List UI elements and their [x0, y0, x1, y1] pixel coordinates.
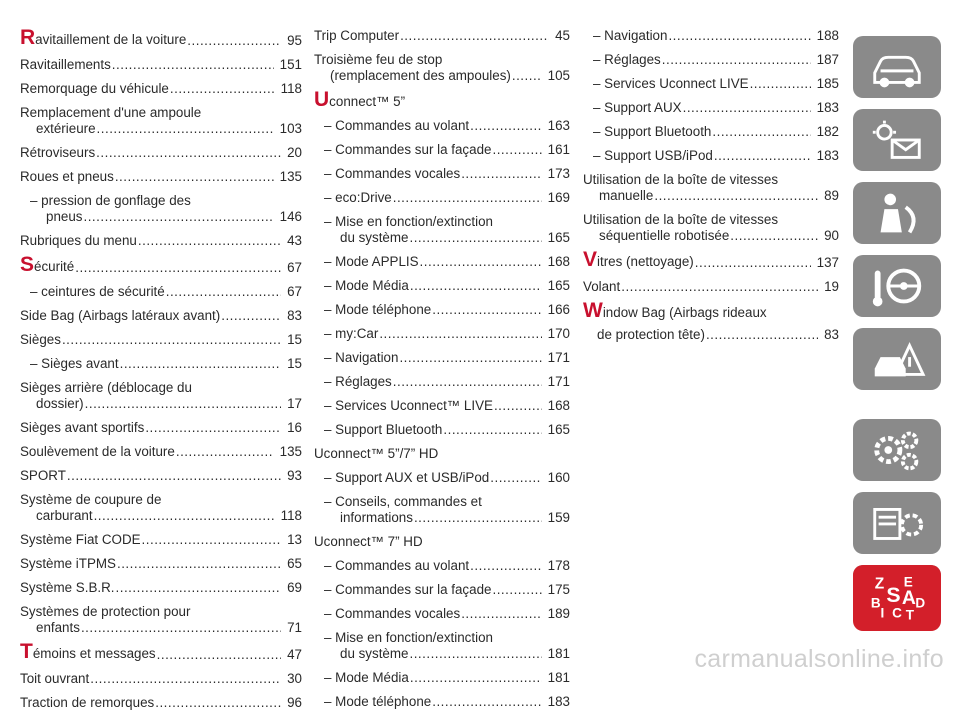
- index-entry[interactable]: [314, 422, 570, 438]
- leader-dots: [141, 532, 282, 548]
- entry-label: – Commandes au volant: [324, 118, 470, 133]
- index-letter: D: [915, 595, 926, 611]
- entry-label-cont: enfants: [36, 620, 80, 635]
- page-number[interactable]: 182: [816, 124, 839, 139]
- index-entry[interactable]: [583, 299, 839, 343]
- entry-label: – Mise en fonction/extinction: [324, 630, 493, 645]
- index-entry[interactable]: [314, 582, 570, 598]
- page-number[interactable]: 93: [287, 468, 302, 483]
- index-entry[interactable]: [583, 100, 839, 116]
- index-entry[interactable]: [314, 398, 570, 414]
- index-entry[interactable]: [314, 558, 570, 574]
- page-number[interactable]: 71: [287, 620, 302, 635]
- entry-label-cont: carburant: [36, 508, 93, 523]
- chapter-tab[interactable]: [853, 565, 941, 631]
- index-entry[interactable]: [314, 28, 570, 44]
- index-entry[interactable]: [20, 57, 302, 73]
- entry-continuation: [20, 620, 302, 636]
- index-entry[interactable]: [20, 695, 302, 711]
- index-entry[interactable]: [314, 302, 570, 318]
- page-number[interactable]: 15: [287, 356, 302, 371]
- leader-dots: [711, 124, 810, 140]
- leader-dots: [469, 118, 542, 134]
- page-number[interactable]: 183: [547, 694, 570, 709]
- entry-label-cont: (remplacement des ampoules): [330, 68, 511, 83]
- leader-dots: [156, 647, 281, 663]
- leader-dots: [80, 620, 281, 636]
- entry-label: Sièges avant sportifs: [20, 420, 145, 435]
- leader-dots: [115, 580, 282, 596]
- entry-label: Volant: [583, 279, 621, 294]
- page-number[interactable]: 173: [547, 166, 570, 181]
- index-entry[interactable]: [20, 640, 302, 663]
- entry-label: Ravitaillements: [20, 57, 111, 72]
- page-number[interactable]: 161: [547, 142, 570, 157]
- leader-dots: [111, 57, 274, 73]
- page-number[interactable]: 83: [824, 327, 839, 342]
- entry-label: Trip Computer: [314, 28, 400, 43]
- leader-dots: [409, 278, 542, 294]
- entry-label: Toit ouvrant: [20, 671, 90, 686]
- leader-dots: [169, 81, 275, 97]
- page-number[interactable]: 83: [287, 308, 302, 323]
- section-letter: U: [314, 88, 330, 111]
- entry-label: – Commandes sur la façade: [324, 582, 492, 597]
- leader-dots: [749, 76, 811, 92]
- chapter-tab[interactable]: [853, 182, 941, 244]
- leader-dots: [175, 444, 274, 460]
- leader-dots: [89, 671, 281, 687]
- page-number[interactable]: 19: [824, 279, 839, 294]
- entry-label-cont: de protection tête): [597, 327, 705, 342]
- technical-data-icon: [867, 499, 927, 547]
- entry-label-cont: du système: [340, 230, 409, 245]
- index-entry[interactable]: [583, 76, 839, 92]
- entry-label: – my:Car: [324, 326, 379, 341]
- leader-dots: [469, 558, 542, 574]
- index-entry[interactable]: [314, 630, 570, 662]
- page-number[interactable]: 67: [287, 260, 302, 275]
- index-entry[interactable]: [314, 606, 570, 622]
- entry-label: Window Bag (Airbags rideaux: [583, 299, 767, 322]
- entry-label: Sécurité: [20, 253, 75, 276]
- entry-label-cont: manuelle: [599, 188, 654, 203]
- leader-dots: [491, 142, 541, 158]
- leader-dots: [61, 332, 281, 348]
- entry-label: – Support AUX: [593, 100, 682, 115]
- page-number[interactable]: 183: [816, 100, 839, 115]
- index-group-heading: Uconnect™ 7” HD: [314, 534, 423, 549]
- page-number[interactable]: 165: [547, 230, 570, 245]
- index-entry[interactable]: [314, 254, 570, 270]
- entry-label: Sièges: [20, 332, 61, 347]
- page-number[interactable]: 13: [287, 532, 302, 547]
- entry-label: Rétroviseurs: [20, 145, 96, 160]
- entry-label: – Support AUX et USB/iPod: [324, 470, 490, 485]
- steering-wheel-icon: [867, 262, 927, 310]
- entry-label: – ceintures de sécurité: [30, 284, 165, 299]
- leader-dots: [460, 166, 541, 182]
- index-icon: [867, 574, 927, 622]
- leader-dots: [713, 148, 811, 164]
- index-entry[interactable]: [583, 212, 839, 244]
- entry-label: – Navigation: [324, 350, 399, 365]
- page-number[interactable]: 181: [547, 646, 570, 661]
- page-number[interactable]: 118: [280, 508, 302, 523]
- section-letter: T: [20, 640, 33, 663]
- leader-dots: [392, 374, 542, 390]
- entry-label: – Mise en fonction/extinction: [324, 214, 493, 229]
- entry-continuation: [583, 327, 839, 343]
- index-entry[interactable]: [20, 556, 302, 572]
- entry-label: – Support Bluetooth: [324, 422, 443, 437]
- page-number[interactable]: 175: [547, 582, 570, 597]
- index-entry[interactable]: [314, 166, 570, 182]
- index-letter: Z: [874, 575, 885, 593]
- entry-label: – Commandes vocales: [324, 606, 461, 621]
- leader-dots: [392, 190, 542, 206]
- leader-dots: [493, 398, 542, 414]
- dashboard-lights-icon: [867, 116, 927, 164]
- leader-dots: [74, 260, 281, 276]
- entry-label: – Support USB/iPod: [593, 148, 713, 163]
- index-entry[interactable]: [20, 308, 302, 324]
- entry-label-cont: dossier): [36, 396, 84, 411]
- index-entry[interactable]: [583, 124, 839, 140]
- entry-label: Système de coupure de: [20, 492, 162, 507]
- entry-label: – Services Uconnect LIVE: [593, 76, 749, 91]
- page-number[interactable]: 168: [547, 398, 570, 413]
- entry-label: Side Bag (Airbags latéraux avant): [20, 308, 221, 323]
- entry-label: – Mode Média: [324, 670, 409, 685]
- entry-label: Ravitaillement de la voiture: [20, 26, 187, 49]
- entry-label: – Mode téléphone: [324, 694, 432, 709]
- leader-dots: [413, 510, 542, 526]
- leader-dots: [667, 28, 810, 44]
- page-number[interactable]: 151: [279, 57, 302, 72]
- entry-label: Système iTPMS: [20, 556, 116, 571]
- index-entry[interactable]: [20, 105, 302, 137]
- entry-label: Vitres (nettoyage): [583, 248, 694, 271]
- index-entry[interactable]: [583, 52, 839, 68]
- index-entry[interactable]: [314, 190, 570, 206]
- leader-dots: [399, 28, 549, 44]
- entry-label: – Navigation: [593, 28, 668, 43]
- leader-dots: [154, 695, 281, 711]
- index-entry[interactable]: [583, 148, 839, 164]
- index-entry[interactable]: [314, 350, 570, 366]
- page-number[interactable]: 166: [547, 302, 570, 317]
- entry-label: – Réglages: [324, 374, 392, 389]
- entry-label: Troisième feu de stop: [314, 52, 443, 67]
- entry-continuation: [30, 209, 302, 225]
- page-number[interactable]: 163: [547, 118, 570, 133]
- index-entry[interactable]: [583, 172, 839, 204]
- entry-label: Témoins et messages: [20, 640, 156, 663]
- index-entry[interactable]: [314, 694, 570, 710]
- page-number[interactable]: 67: [287, 284, 302, 299]
- entry-label: Systèmes de protection pour: [20, 604, 191, 619]
- index-entry[interactable]: [20, 380, 302, 412]
- leader-dots: [653, 188, 818, 204]
- leader-dots: [408, 646, 541, 662]
- entry-label-cont: informations: [340, 510, 413, 525]
- page-number[interactable]: 169: [547, 190, 570, 205]
- index-column-1: [20, 28, 302, 719]
- leader-dots: [460, 606, 541, 622]
- index-entry[interactable]: [20, 492, 302, 524]
- entry-continuation: [583, 188, 839, 204]
- index-letter: S: [886, 582, 901, 607]
- entry-continuation: [583, 228, 839, 244]
- index-group-heading: Uconnect™ 5”/7” HD: [314, 446, 439, 461]
- entry-label: – Commandes au volant: [324, 558, 470, 573]
- leader-dots: [114, 169, 274, 185]
- entry-label: Rubriques du menu: [20, 233, 137, 248]
- leader-dots: [694, 255, 811, 271]
- page-number[interactable]: 17: [287, 396, 302, 411]
- index-entry[interactable]: [314, 670, 570, 686]
- index-entry[interactable]: [20, 193, 302, 225]
- leader-dots: [82, 209, 273, 225]
- index-entry[interactable]: [314, 52, 570, 84]
- leader-dots: [398, 350, 541, 366]
- page-number[interactable]: 105: [547, 68, 570, 83]
- entry-label: – Mode Média: [324, 278, 409, 293]
- entry-label: – pression de gonflage des: [30, 193, 191, 208]
- leader-dots: [137, 233, 281, 249]
- leader-dots: [511, 68, 542, 84]
- safety-icon: [867, 189, 927, 237]
- page-number[interactable]: 165: [547, 278, 570, 293]
- section-letter: S: [20, 253, 35, 276]
- chapter-tab[interactable]: [853, 36, 941, 98]
- index-entry[interactable]: [20, 81, 302, 97]
- leader-dots: [489, 470, 541, 486]
- index-entry[interactable]: [20, 233, 302, 249]
- entry-label-cont: du système: [340, 646, 409, 661]
- page-number[interactable]: 135: [279, 444, 302, 459]
- maintenance-icon: [867, 426, 927, 474]
- entry-continuation: [20, 121, 302, 137]
- page-number[interactable]: 30: [287, 671, 302, 686]
- leader-dots: [165, 284, 281, 300]
- leader-dots: [419, 254, 542, 270]
- page-number[interactable]: 45: [555, 28, 570, 43]
- page-number[interactable]: 181: [547, 670, 570, 685]
- index-entry[interactable]: [20, 253, 302, 276]
- index-entry[interactable]: [20, 356, 302, 372]
- entry-label: – Services Uconnect™ LIVE: [324, 398, 493, 413]
- index-entry[interactable]: [314, 374, 570, 390]
- page-number[interactable]: 96: [287, 695, 302, 710]
- index-entry[interactable]: [314, 494, 570, 526]
- page-number[interactable]: 103: [279, 121, 302, 136]
- index-entry[interactable]: [20, 145, 302, 161]
- section-heading: Uconnect™ 5”: [314, 88, 406, 111]
- index-entry[interactable]: [583, 28, 839, 44]
- page-number[interactable]: 137: [816, 255, 839, 270]
- leader-dots: [378, 326, 541, 342]
- leader-dots: [431, 302, 541, 318]
- index-entry[interactable]: [583, 248, 839, 271]
- entry-label: Remplacement d'une ampoule: [20, 105, 202, 120]
- index-entry[interactable]: [314, 118, 570, 134]
- index-entry[interactable]: [20, 26, 302, 49]
- page-number[interactable]: 47: [287, 647, 302, 662]
- leader-dots: [66, 468, 281, 484]
- chapter-tab[interactable]: [853, 492, 941, 554]
- index-letter: C: [892, 605, 902, 621]
- chapter-tab[interactable]: [853, 328, 941, 390]
- chapter-tab[interactable]: [853, 255, 941, 317]
- entry-label: Traction de remorques: [20, 695, 155, 710]
- index-entry[interactable]: [314, 278, 570, 294]
- page-number[interactable]: 188: [816, 28, 839, 43]
- page-number[interactable]: 183: [816, 148, 839, 163]
- section-letter: V: [583, 248, 598, 271]
- entry-label: Système S.B.R.: [20, 580, 115, 595]
- entry-label: – Sièges avant: [30, 356, 119, 371]
- entry-continuation: [20, 396, 302, 412]
- index-letter: B: [870, 595, 881, 611]
- index-entry[interactable]: [20, 532, 302, 548]
- entry-continuation: [324, 230, 570, 246]
- index-entry[interactable]: [20, 332, 302, 348]
- section-letter: R: [20, 26, 36, 49]
- entry-continuation: [20, 508, 302, 524]
- entry-label: – Réglages: [593, 52, 661, 67]
- page-number[interactable]: 135: [279, 169, 302, 184]
- leader-dots: [620, 279, 818, 295]
- page-number[interactable]: 159: [547, 510, 570, 525]
- page-number[interactable]: 171: [547, 374, 570, 389]
- page-number[interactable]: 20: [287, 145, 302, 160]
- page-number[interactable]: 187: [816, 52, 839, 67]
- entry-label: – Mode APPLIS: [324, 254, 419, 269]
- leader-dots: [144, 420, 281, 436]
- entry-label: – Conseils, commandes et: [324, 494, 482, 509]
- index-entry[interactable]: [20, 169, 302, 185]
- entry-label-cont: extérieure: [36, 121, 96, 136]
- page-number[interactable]: 69: [287, 580, 302, 595]
- entry-label: Système Fiat CODE: [20, 532, 141, 547]
- index-entry[interactable]: [314, 214, 570, 246]
- entry-label: Soulèvement de la voiture: [20, 444, 175, 459]
- leader-dots: [119, 356, 282, 372]
- entry-label-cont: séquentielle robotisée: [599, 228, 730, 243]
- index-entry[interactable]: [20, 580, 302, 596]
- index-entry[interactable]: [314, 142, 570, 158]
- page-number[interactable]: 171: [547, 350, 570, 365]
- entry-label: Remorquage du véhicule: [20, 81, 169, 96]
- car-icon: [867, 43, 927, 91]
- leader-dots: [682, 100, 811, 116]
- page-number[interactable]: 95: [287, 33, 302, 48]
- leader-dots: [186, 33, 281, 49]
- entry-label: Roues et pneus: [20, 169, 114, 184]
- entry-label: – Commandes sur la façade: [324, 142, 492, 157]
- leader-dots: [408, 230, 541, 246]
- leader-dots: [96, 121, 274, 137]
- index-entry[interactable]: [20, 671, 302, 687]
- index-entry[interactable]: [314, 470, 570, 486]
- index-entry[interactable]: [20, 444, 302, 460]
- entry-label: – Mode téléphone: [324, 302, 432, 317]
- entry-continuation: [324, 510, 570, 526]
- index-letter: A: [901, 586, 916, 609]
- page-number[interactable]: 160: [547, 470, 570, 485]
- page-number[interactable]: 118: [280, 81, 302, 96]
- page-number[interactable]: 170: [547, 326, 570, 341]
- entry-label: Utilisation de la boîte de vitesses: [583, 212, 779, 227]
- entry-continuation: [324, 646, 570, 662]
- page-number[interactable]: 43: [287, 233, 302, 248]
- index-entry[interactable]: [20, 468, 302, 484]
- index-letter: E: [903, 574, 913, 590]
- page-number[interactable]: 90: [824, 228, 839, 243]
- entry-label-cont: pneus: [46, 209, 83, 224]
- leader-dots: [409, 670, 542, 686]
- page-number[interactable]: 89: [824, 188, 839, 203]
- watermark: carmanualsonline.info: [694, 645, 944, 673]
- page-number[interactable]: 146: [279, 209, 302, 224]
- section-letter: W: [583, 299, 603, 322]
- leader-dots: [220, 308, 281, 324]
- page-number[interactable]: 15: [287, 332, 302, 347]
- entry-label: – Commandes vocales: [324, 166, 461, 181]
- index-entry[interactable]: [314, 326, 570, 342]
- page-number[interactable]: 65: [287, 556, 302, 571]
- index-entry[interactable]: [583, 279, 839, 295]
- entry-label: Utilisation de la boîte de vitesses: [583, 172, 779, 187]
- index-letter: I: [880, 605, 885, 621]
- page-number[interactable]: 165: [547, 422, 570, 437]
- leader-dots: [442, 422, 541, 438]
- entry-label: SPORT: [20, 468, 66, 483]
- index-column-3: [583, 28, 839, 351]
- leader-dots: [116, 556, 281, 572]
- page-number[interactable]: 168: [547, 254, 570, 269]
- leader-dots: [661, 52, 811, 68]
- leader-dots: [95, 145, 281, 161]
- page-number[interactable]: 16: [287, 420, 302, 435]
- leader-dots: [93, 508, 275, 524]
- leader-dots: [705, 327, 818, 343]
- entry-label: – eco:Drive: [324, 190, 392, 205]
- page-number[interactable]: 185: [816, 76, 839, 91]
- entry-label: Sièges arrière (déblocage du: [20, 380, 192, 395]
- index-column-2: [314, 28, 570, 718]
- leader-dots: [729, 228, 818, 244]
- index-entry[interactable]: [20, 284, 302, 300]
- entry-continuation: [314, 68, 570, 84]
- index-entry[interactable]: [20, 420, 302, 436]
- breakdown-icon: [867, 335, 927, 383]
- chapter-tab[interactable]: [853, 109, 941, 171]
- leader-dots: [431, 694, 541, 710]
- page-number[interactable]: 178: [547, 558, 570, 573]
- entry-label: – Support Bluetooth: [593, 124, 712, 139]
- leader-dots: [84, 396, 281, 412]
- chapter-tab[interactable]: [853, 419, 941, 481]
- index-letter: T: [905, 607, 914, 622]
- page-number[interactable]: 189: [547, 606, 570, 621]
- leader-dots: [491, 582, 541, 598]
- index-entry[interactable]: [20, 604, 302, 636]
